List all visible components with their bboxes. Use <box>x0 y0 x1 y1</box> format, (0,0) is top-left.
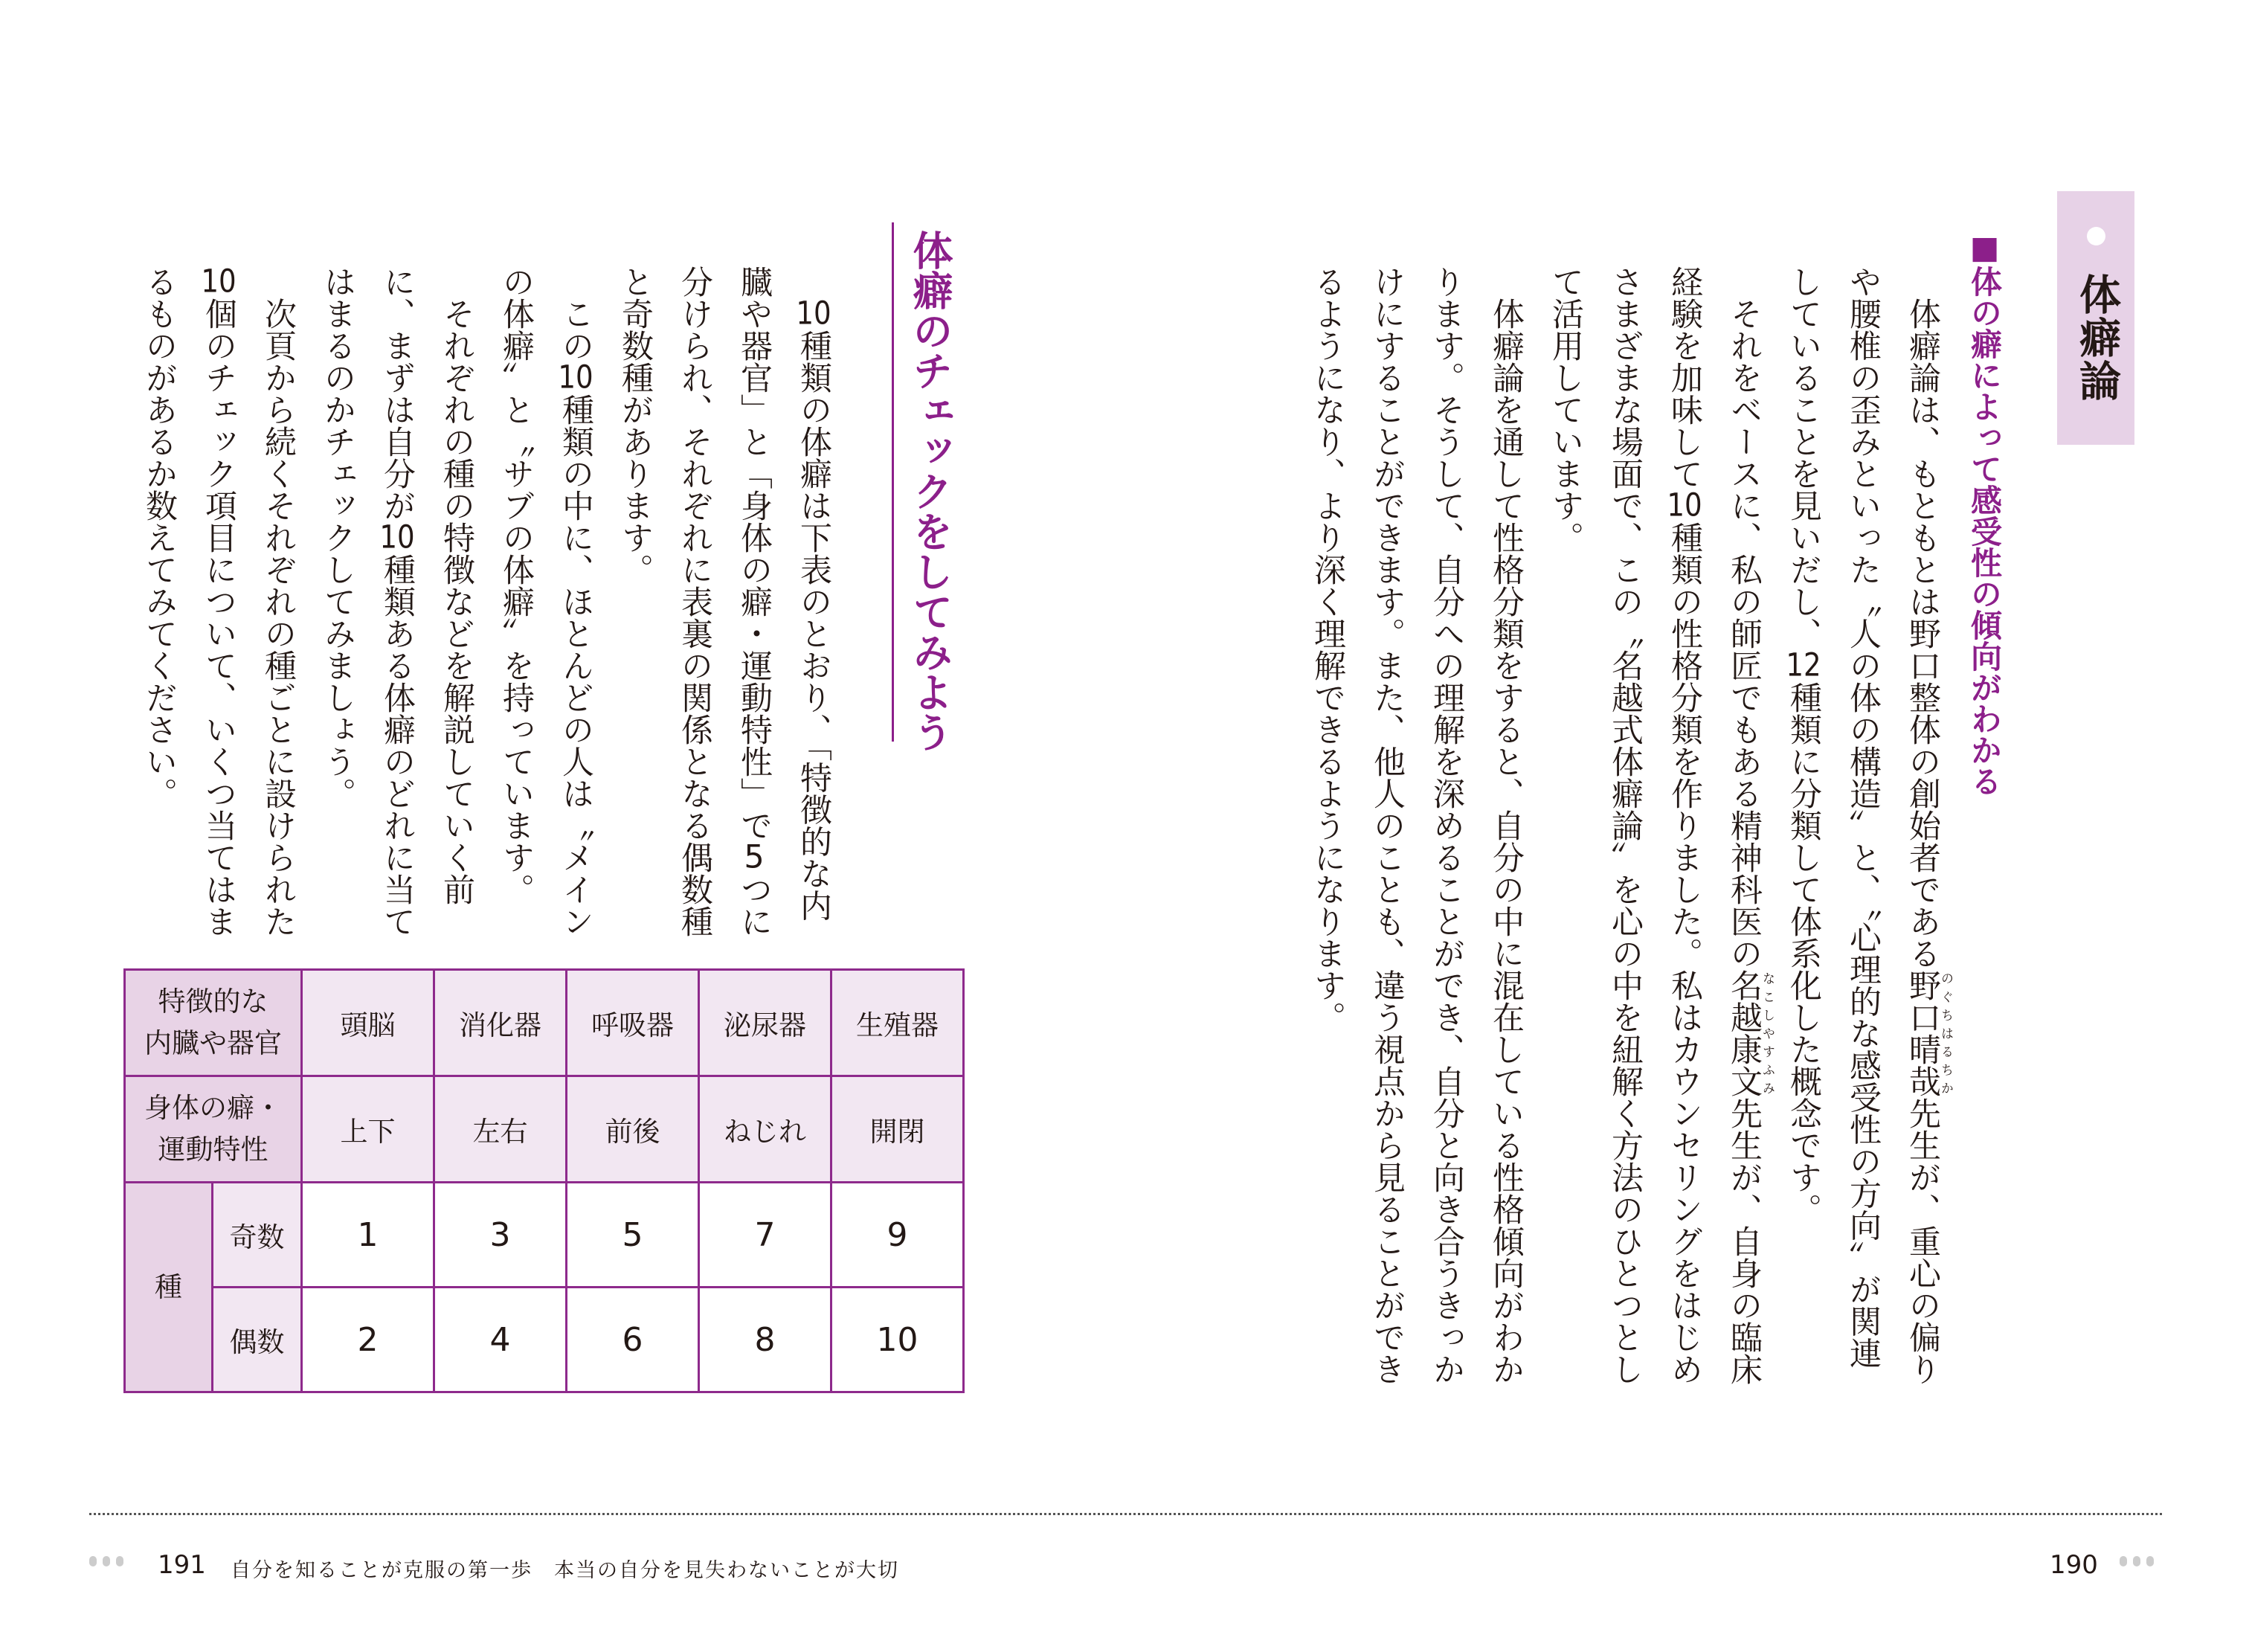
footer-dotted-rule <box>89 1513 2162 1515</box>
left-body-text <box>129 266 843 942</box>
odd-type-cell: 9 <box>831 1183 964 1288</box>
even-label: 偶数 <box>213 1288 302 1392</box>
organ-cell: 生殖器 <box>831 970 964 1076</box>
label-line: 特徴的な <box>158 986 268 1018</box>
upright-number: 12 <box>1786 649 1821 681</box>
ruby-reading: のぐちはるちか <box>1938 969 1953 1097</box>
row-label-movement <box>125 1076 302 1183</box>
text-run: 先生が、自身の臨床経験を加味して10種類の性格分類を作りました。私はカウンセリングをはじめさまざまな場面で、この〝名越式体癖論〟を心の中を紐解く方法のひとつとして活用しています。 <box>1547 266 1763 1385</box>
ruby-base: 野口晴哉 <box>1904 969 1941 1097</box>
bullet-dot-icon <box>2087 227 2105 245</box>
type-label: 種 <box>125 1183 213 1392</box>
text-run: 先生が、重心の偏りや腰椎の歪みといった〝人の体の構造〟と、〝心理的な感受性の方向〟が関連していることを見いだし、12種類に分類して体系化した概念です。 <box>1785 266 1941 1385</box>
odd-type-cell: 1 <box>302 1183 434 1288</box>
odd-type-cell: 3 <box>434 1183 567 1288</box>
movement-cell: ねじれ <box>699 1076 831 1183</box>
odd-type-cell: 5 <box>567 1183 699 1288</box>
upright-number: 10 <box>379 521 415 553</box>
even-type-cell: 6 <box>567 1288 699 1392</box>
odd-label: 奇数 <box>213 1183 302 1288</box>
paragraph <box>1774 266 1952 1389</box>
footer-dots-icon <box>2120 1556 2154 1566</box>
right-heading <box>1965 229 2004 797</box>
upright-number: 10 <box>201 266 237 298</box>
even-type-cell: 4 <box>434 1288 567 1392</box>
upright-number: 5 <box>744 841 765 873</box>
organ-cell: 消化器 <box>434 970 567 1076</box>
even-type-cell: 2 <box>302 1288 434 1392</box>
even-type-cell: 10 <box>831 1288 964 1392</box>
section-tab-title: 体癖論 <box>2073 273 2121 402</box>
label-line: 内臓や器官 <box>144 1027 282 1059</box>
text-run: 体癖論は、もともとは野口整体の創始者である <box>1904 298 1941 969</box>
section-tab <box>2057 191 2134 445</box>
ruby-name-nakoshi <box>1725 969 1775 1097</box>
paragraph: 10種類の体癖は下表のとおり、「特徴的な内臓や器官」と「身体の癖・運動特性」で5つに分けられ、それぞれに表裏の関係となる偶数種と奇数種があります。 <box>617 266 832 937</box>
ruby-base: 名越康文 <box>1725 969 1763 1097</box>
movement-cell: 開閉 <box>831 1076 964 1183</box>
organ-cell: 呼吸器 <box>567 970 699 1076</box>
label-line: 運動特性 <box>158 1134 268 1166</box>
upright-number: 10 <box>796 298 831 330</box>
paragraph <box>1536 266 1774 1389</box>
label-line: 身体の癖・ <box>144 1092 282 1124</box>
taiheki-table <box>123 968 965 1393</box>
page-number-right: 190 <box>2050 1550 2098 1580</box>
odd-type-cell: 7 <box>699 1183 831 1288</box>
paragraph: 体癖論を通して性格分類をすると、自分の中に混在している性格傾向がわかります。そうして、自分への理解を深めることができ、自分と向き合うきっかけにすることができます。また、他人のことも、違う視点から見ることができるようになり、より深く理解できるようになります。 <box>1309 266 1525 1385</box>
ruby-name-noguchi <box>1904 969 1953 1097</box>
footer-dots-icon <box>89 1556 123 1566</box>
organ-cell: 泌尿器 <box>699 970 831 1076</box>
movement-cell: 前後 <box>567 1076 699 1183</box>
even-type-cell: 8 <box>699 1288 831 1392</box>
row-label-organs <box>125 970 302 1076</box>
organ-cell: 頭脳 <box>302 970 434 1076</box>
heading-rule <box>892 222 894 742</box>
text-run: それをベースに、私の師匠でもある精神科医の <box>1725 298 1763 969</box>
left-heading: 体癖のチェックをしてみよう <box>907 230 953 752</box>
paragraph: 次頁から続くそれぞれの種ごとに設けられた10個のチェック項目について、いくつ当てはまるものがあるか数えてみてください。 <box>141 266 297 937</box>
square-bullet-icon: ■ <box>1966 229 2003 266</box>
running-title: 自分を知ることが克服の第一歩 本当の自分を見失わないことが大切 <box>231 1559 899 1582</box>
movement-cell: 上下 <box>302 1076 434 1183</box>
ruby-reading: なこしやすふみ <box>1760 969 1775 1097</box>
movement-cell: 左右 <box>434 1076 567 1183</box>
right-body-text <box>1298 266 1952 1389</box>
page-number-left: 191 <box>158 1550 206 1580</box>
upright-number: 10 <box>558 361 593 393</box>
right-heading-text: 体の癖によって感受性の傾向がわかる <box>1966 266 2003 797</box>
paragraph: それぞれの種の特徴などを解説していく前に、まずは自分が10種類ある体癖のどれに当てはまるのかチェックしてみましょう。 <box>319 266 475 937</box>
paragraph: この10種類の中に、ほとんどの人は〝メインの体癖〟と〝サブの体癖〟を持っています。 <box>498 266 594 937</box>
upright-number: 10 <box>1667 489 1702 521</box>
